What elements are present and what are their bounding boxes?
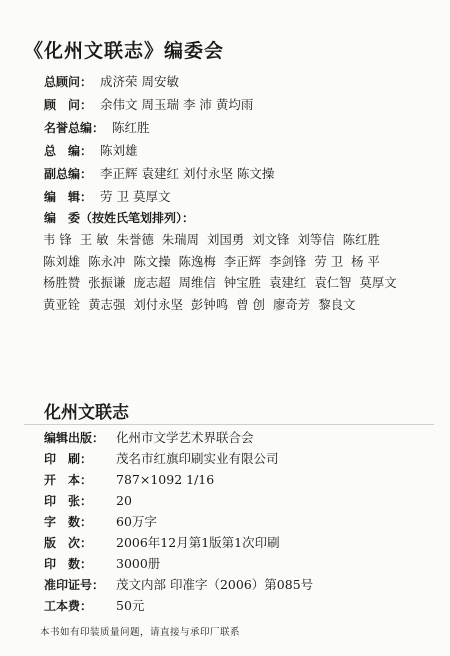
row-label: 版 次：: [44, 536, 93, 550]
member-name: 李剑锋: [269, 254, 307, 269]
row-label: 准印证号：: [44, 578, 105, 592]
pub-row-sheets: [44, 491, 132, 511]
publication-title: 化州文联志: [44, 403, 129, 423]
committee-title: 《化州文联志》编委会: [24, 40, 225, 62]
row-label: 副总编：: [44, 167, 93, 181]
member-name: 刘付永坚: [133, 297, 184, 312]
committee-row-editors: [44, 187, 170, 207]
members-line: [43, 273, 438, 295]
row-value: 余伟文 周玉瑞 李 沛 黄均雨: [100, 97, 254, 112]
members-line: [43, 230, 438, 252]
pub-row-publisher: [44, 428, 254, 448]
pub-row-word-count: [44, 512, 157, 532]
row-label: 顾 问：: [44, 98, 93, 112]
members-line: [43, 295, 438, 317]
row-value: 陈红胜: [112, 120, 150, 135]
row-value: 劳 卫 莫厚文: [100, 189, 171, 204]
member-name: 杨胜赞: [43, 276, 81, 290]
member-name: 袁仁智: [314, 276, 352, 290]
member-name: 黎良文: [318, 297, 356, 312]
member-name: 陈逸梅: [178, 254, 216, 269]
member-name: 朱瑞周: [161, 233, 200, 247]
committee-row-deputy-editor: [44, 164, 274, 184]
member-name: 刘等信: [297, 233, 335, 247]
members-line: [43, 252, 438, 274]
member-name: 钟宝胜: [223, 276, 262, 290]
member-name: 庞志超: [133, 276, 171, 290]
member-name: 刘文锋: [252, 233, 290, 247]
row-value: 3000册: [116, 556, 161, 571]
member-name: 王 敏: [79, 233, 109, 247]
row-value: 60万字: [116, 514, 157, 529]
pub-row-format: [44, 470, 214, 490]
row-value: 陈刘雄: [100, 143, 138, 158]
committee-members-list: [43, 230, 438, 316]
row-label: 编辑出版：: [44, 431, 105, 445]
row-value: 2006年12月第1版第1次印刷: [116, 535, 280, 550]
member-name: 黄亚铨: [43, 297, 81, 312]
pub-row-edition: [44, 533, 280, 553]
member-name: 周维信: [178, 276, 216, 290]
member-name: 彭钟鸣: [191, 297, 229, 312]
row-label: 名誉总编：: [44, 121, 105, 135]
member-name: 曾 创: [236, 297, 266, 312]
row-label: 印 刷：: [44, 452, 93, 466]
committee-row-chief-advisor: [44, 72, 179, 92]
row-label: 印 数：: [44, 557, 93, 571]
title-divider: [24, 424, 434, 425]
row-value: 50元: [116, 598, 145, 613]
member-name: 莫厚文: [359, 276, 397, 290]
committee-row-advisor: [44, 95, 253, 115]
member-name: 袁建红: [269, 276, 307, 290]
row-value: 成济荣 周安敏: [100, 74, 179, 89]
quality-note: 本书如有印装质量问题，请直接与承印厂联系: [40, 627, 241, 638]
row-label: 工本费：: [44, 599, 93, 613]
committee-row-chief-editor: [44, 141, 138, 161]
member-name: 廖奇芳: [273, 297, 311, 312]
row-label: 字 数：: [44, 515, 93, 529]
row-value: 茂文内部 印准字（2006）第085号: [116, 577, 314, 592]
members-label: 编 委（按姓氏笔划排列）：: [44, 211, 195, 225]
row-label: 印 张：: [44, 494, 93, 508]
row-label: 开 本：: [44, 473, 93, 487]
row-value: 茂名市红旗印刷实业有限公司: [116, 451, 279, 466]
row-value: 李正辉 袁建红 刘付永坚 陈文操: [100, 166, 275, 181]
member-name: 韦 锋: [43, 233, 72, 247]
row-value: 787×1092 1/16: [116, 472, 215, 487]
row-value: 20: [116, 493, 132, 508]
committee-members-heading: [44, 208, 194, 228]
pub-row-printer: [44, 449, 279, 469]
member-name: 陈永冲: [88, 254, 126, 269]
row-label: 总 编：: [44, 144, 93, 158]
member-name: 劳 卫: [314, 254, 344, 269]
member-name: 朱誉德: [116, 233, 154, 247]
row-label: 编 辑：: [44, 190, 93, 204]
pub-row-cost: [44, 596, 144, 616]
member-name: 刘国勇: [207, 233, 245, 247]
member-name: 黄志强: [88, 297, 126, 312]
member-name: 杨 平: [351, 254, 380, 269]
member-name: 陈红胜: [342, 233, 380, 247]
row-label: 总顾问：: [44, 75, 93, 89]
member-name: 李正辉: [223, 254, 262, 269]
member-name: 陈刘雄: [43, 254, 81, 269]
member-name: 张振谦: [88, 276, 126, 290]
row-value: 化州市文学艺术界联合会: [116, 430, 254, 445]
pub-row-print-run: [44, 554, 160, 574]
member-name: 陈文操: [133, 254, 171, 269]
committee-row-honorary-editor: [44, 118, 150, 138]
pub-row-permit: [44, 575, 313, 595]
